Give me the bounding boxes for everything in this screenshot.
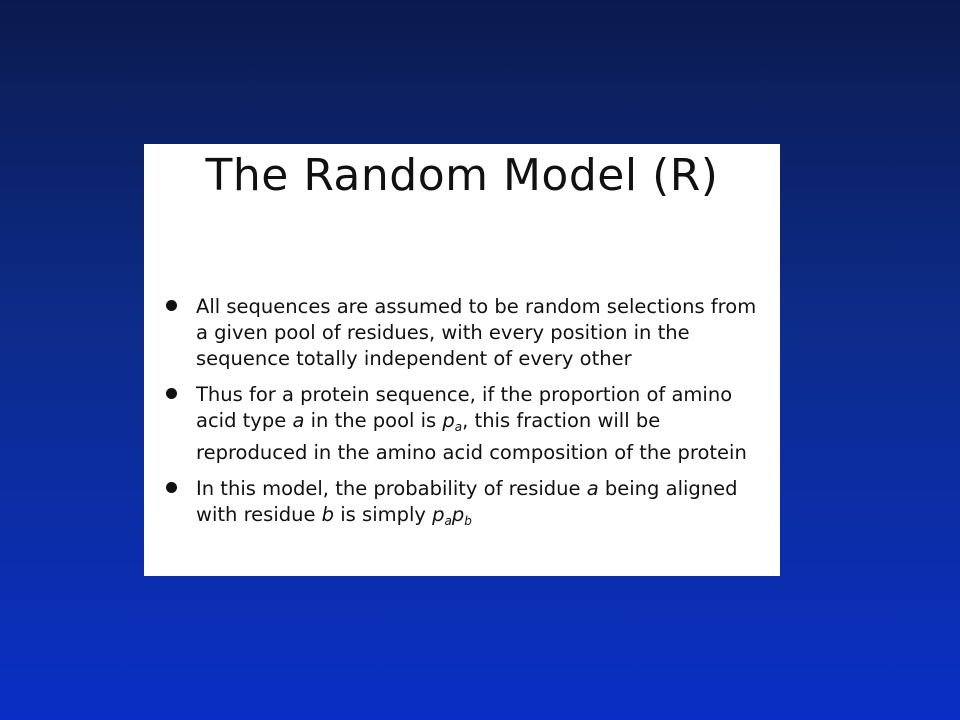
bullet-line: All sequences are assumed to be random selections from: [196, 295, 757, 318]
bullet-text: is simply: [334, 503, 433, 526]
bullet-icon: [166, 482, 177, 493]
subscript-a: a: [444, 514, 452, 528]
bullet-list: [144, 294, 780, 544]
subscript-a: a: [454, 420, 463, 434]
bullet-line: sequence totally independent of every other: [196, 347, 632, 370]
bullet-line: reproduced in the amino acid composition of the protein: [196, 441, 747, 464]
bullet-item-probability: [144, 476, 780, 534]
variable-b: b: [321, 503, 335, 526]
bullet-item-proportion: [144, 382, 780, 466]
bullet-item-random-selection: [144, 294, 780, 372]
bullet-text: being aligned: [598, 477, 738, 500]
bullet-icon: [166, 388, 177, 399]
slide-title: The Random Model (R): [205, 150, 719, 201]
bullet-icon: [166, 300, 177, 311]
variable-p: p: [442, 409, 455, 432]
variable-a: a: [586, 477, 599, 500]
bullet-line: a given pool of residues, with every position in the: [196, 321, 690, 344]
variable-p: p: [432, 503, 445, 526]
bullet-text: , this fraction will be: [462, 409, 661, 432]
slide-card: [144, 144, 780, 576]
bullet-line: Thus for a protein sequence, if the proportion of amino: [196, 383, 733, 406]
variable-p: p: [451, 503, 465, 526]
bullet-text: In this model, the probability of residue: [196, 477, 587, 500]
bullet-text: acid type: [196, 409, 293, 432]
bullet-text: in the pool is: [304, 409, 443, 432]
bullet-text: with residue: [196, 503, 322, 526]
subscript-b: b: [464, 514, 472, 528]
variable-a: a: [292, 409, 305, 432]
